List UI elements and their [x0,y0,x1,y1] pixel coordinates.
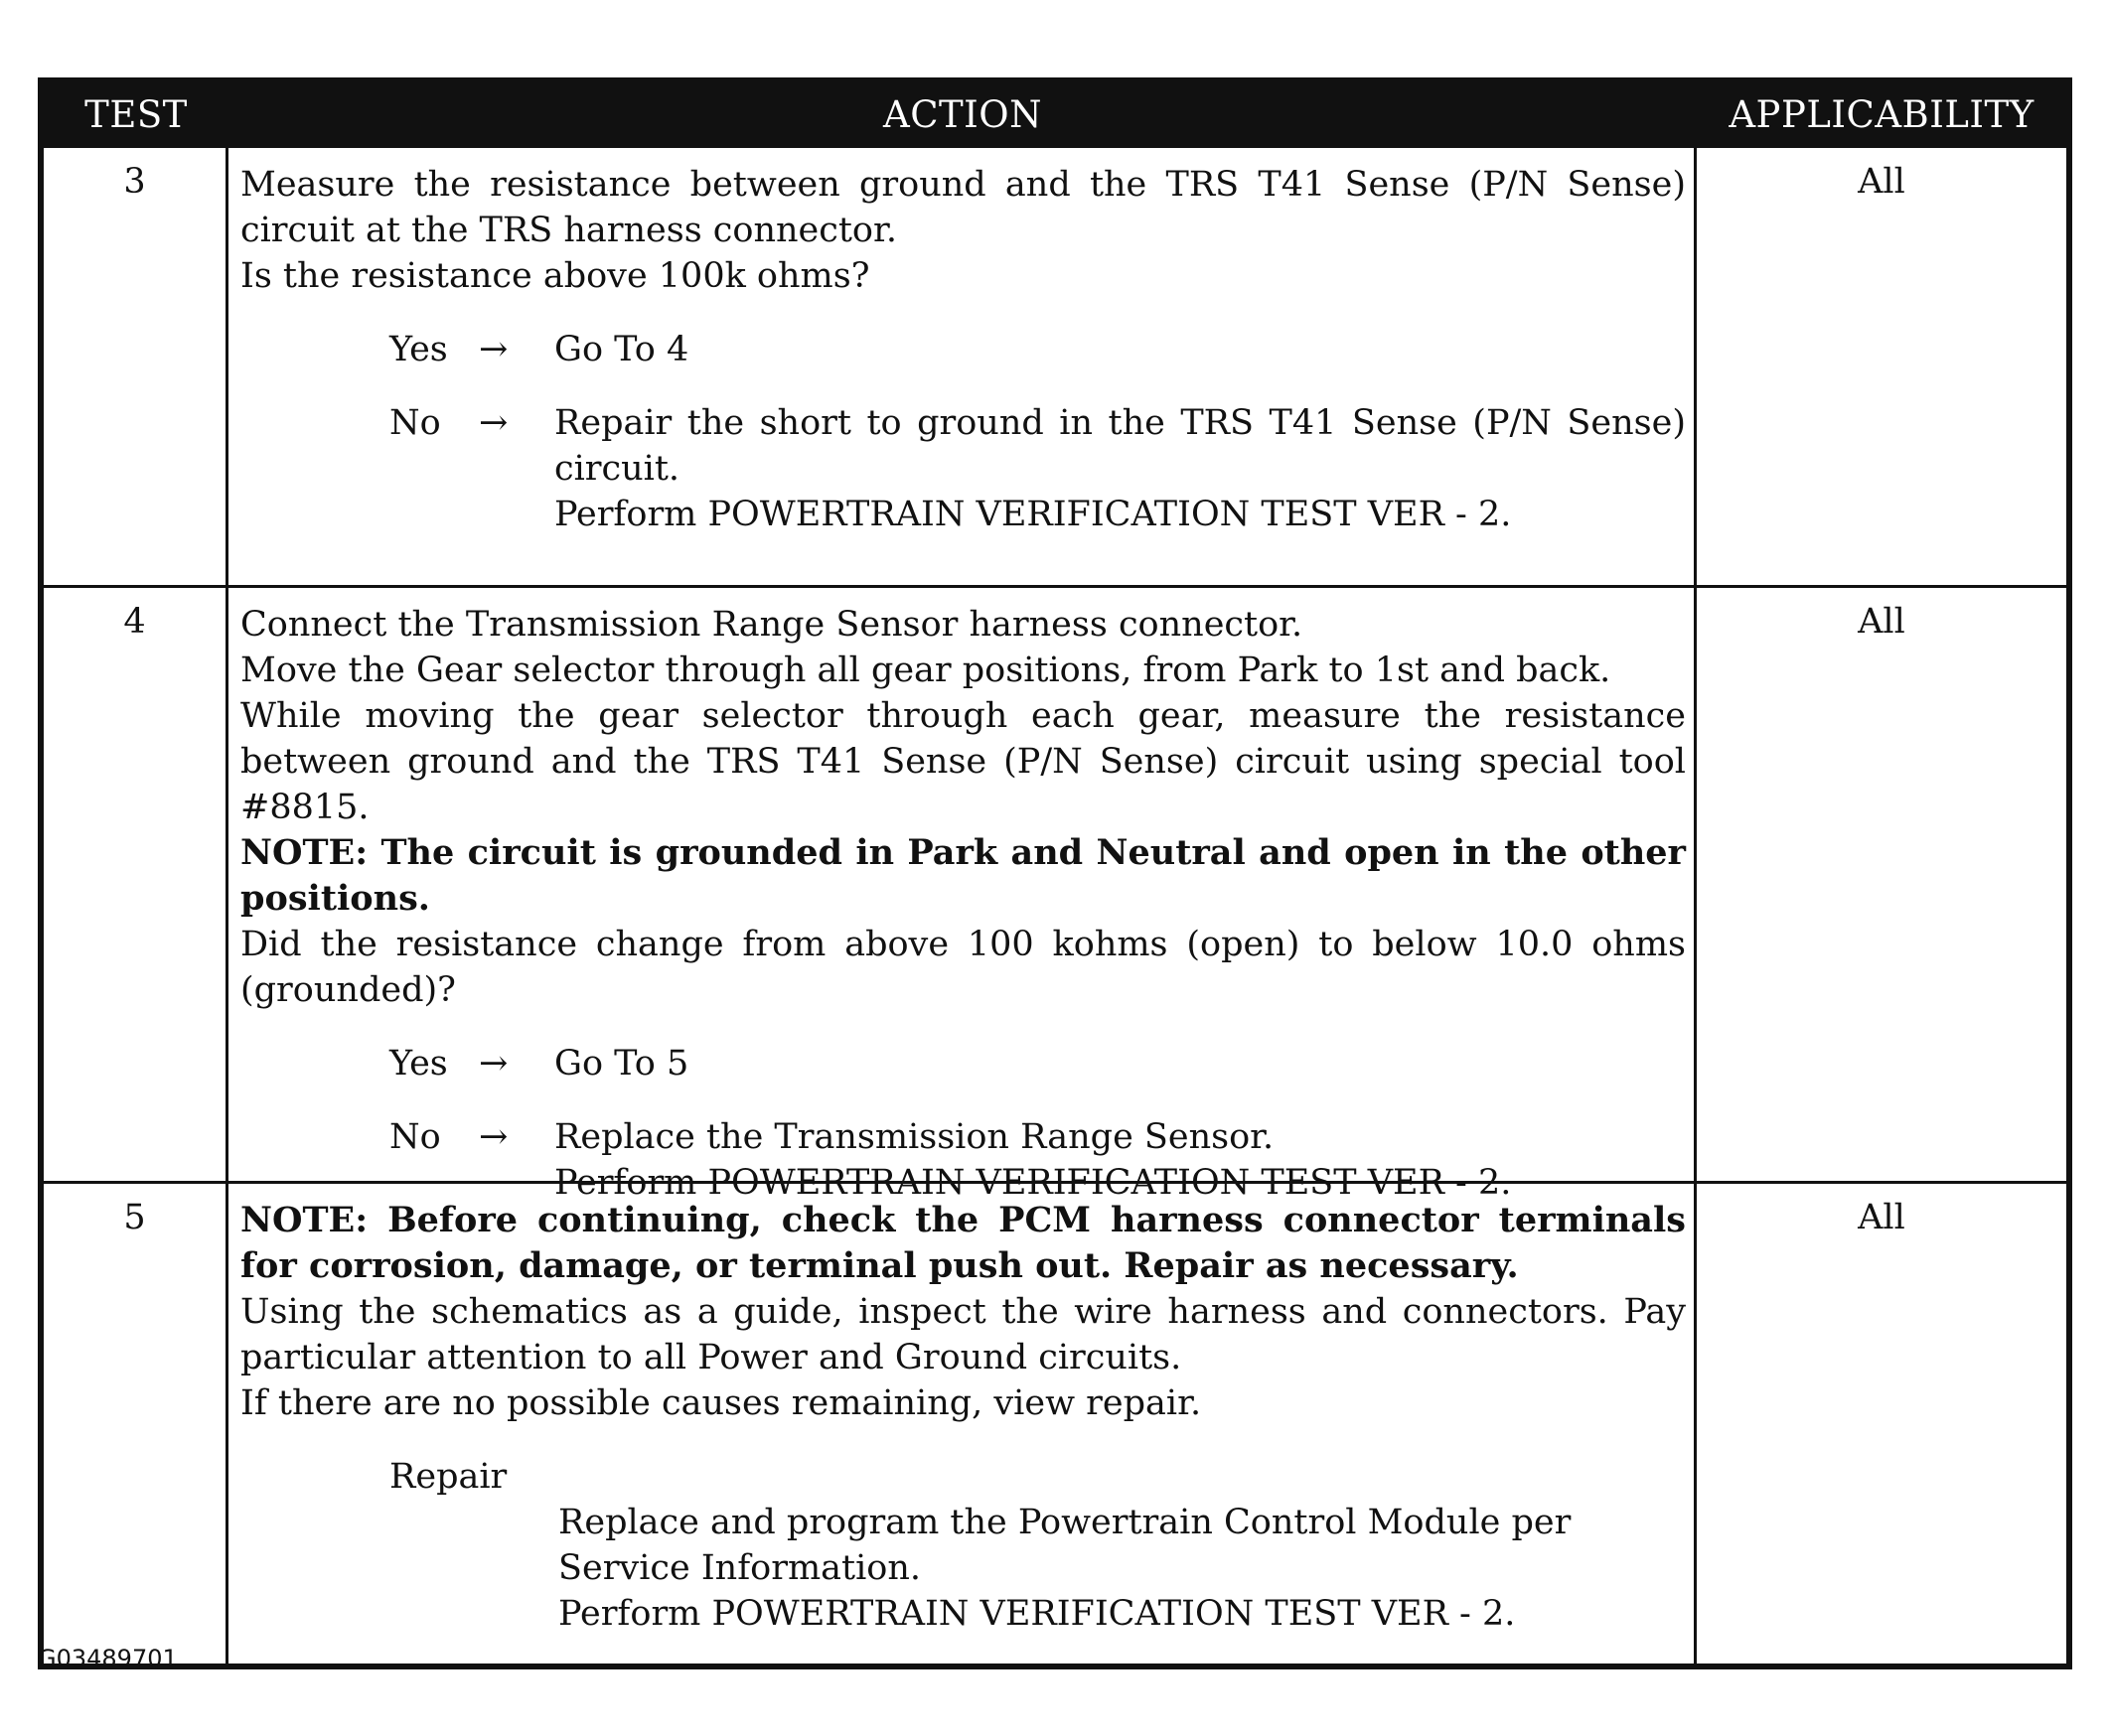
arrow-right-icon: → [479,1117,509,1157]
action-paragraph: If there are no possible causes remaining, view repair. [240,1383,1202,1423]
yes-text: Go To 4 [554,330,689,369]
action-paragraph: Connect the Transmission Range Sensor harness connector. [240,605,1303,645]
arrow-right-icon: → [479,330,509,369]
yes-label: Yes [389,1044,448,1084]
table-header [44,83,2066,145]
no-text: Replace the Transmission Range Sensor. [554,1117,1275,1157]
header-applicability: APPLICABILITY [1729,92,2035,136]
repair-body [558,1500,1686,1637]
applicability-cell: All [1858,162,1905,202]
no-label: No [389,1117,441,1157]
action-note: NOTE: Before continuing, check the PCM harness connector terminals for corrosion, damage, or terminal push out. Repair as necessary. [240,1200,1686,1286]
action-cell [228,588,1697,1203]
no-label: No [389,403,441,443]
action-paragraph: Measure the resistance between ground and the TRS T41 Sense (P/N Sense) circuit at the TRS harness connector. [240,165,1686,250]
no-text-perform: Perform POWERTRAIN VERIFICATION TEST VER - 2. [554,495,1512,534]
yes-label: Yes [389,330,448,369]
figure-id: G03489701 [38,1645,178,1672]
header-test: TEST [84,92,188,136]
action-question: Did the resistance change from above 100 kohms (open) to below 10.0 ohms (grounded)? [240,925,1686,1010]
no-text: Repair the short to ground in the TRS T41 Sense (P/N Sense) circuit. [554,403,1686,489]
repair-text: Replace and program the Powertrain Control Module per Service Information. [558,1503,1572,1588]
arrow-right-icon: → [479,1044,509,1084]
table-row-test-3 [44,145,2066,585]
table-row-test-5 [44,1181,2066,1664]
action-paragraph: Move the Gear selector through all gear positions, from Park to 1st and back. [240,651,1611,690]
branch-yes [240,327,1686,372]
action-cell [228,1184,1697,1664]
action-cell [228,148,1697,585]
action-paragraph: Using the schematics as a guide, inspect the wire harness and connectors. Pay particular attention to all Power and Ground circuits. [240,1292,1686,1377]
action-note: NOTE: The circuit is grounded in Park and Neutral and open in the other positions. [240,832,1686,919]
repair-text-perform: Perform POWERTRAIN VERIFICATION TEST VER - 2. [558,1594,1516,1634]
yes-text: Go To 5 [554,1044,689,1084]
test-number: 3 [44,148,228,585]
diagnostic-table [38,77,2072,1669]
action-paragraph: While moving the gear selector through each gear, measure the resistance between ground and the TRS T41 Sense (P/N Sense) circuit using special tool #8815. [240,696,1686,827]
branch-no [240,400,1686,537]
repair-label: Repair [389,1457,508,1497]
test-number: 4 [44,588,228,1181]
test-number: 5 [44,1184,228,1664]
no-text-perform: Perform POWERTRAIN VERIFICATION TEST VER - 2. [554,1163,1512,1203]
header-action: ACTION [882,92,1043,136]
action-question: Is the resistance above 100k ohms? [240,256,870,296]
table-row-test-4 [44,585,2066,1203]
applicability-cell: All [1858,602,1905,642]
applicability-cell: All [1858,1198,1905,1237]
branch-yes [240,1041,1686,1086]
arrow-right-icon: → [479,403,509,443]
